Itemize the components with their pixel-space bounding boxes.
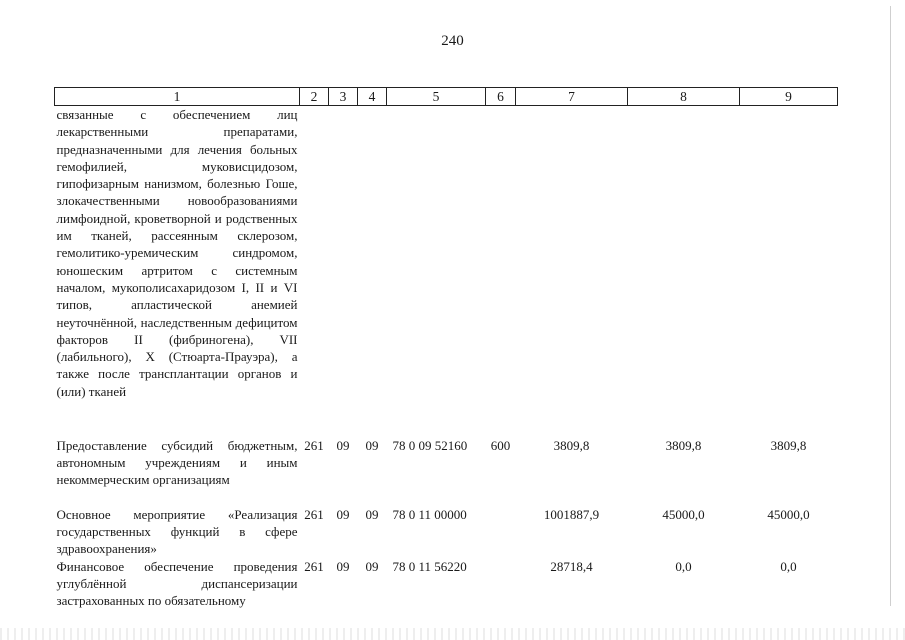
col-header-2: 2 xyxy=(300,88,329,106)
cell-grbs: 261 xyxy=(304,437,324,453)
col-header-1: 1 xyxy=(55,88,300,106)
cell-amount-2: 0,0 xyxy=(675,558,692,574)
cell-expense-type xyxy=(486,506,516,558)
col-header-3: 3 xyxy=(329,88,358,106)
row-description: Основное мероприятие «Реализация государственных функций в сфере здравоохранения» xyxy=(56,506,298,557)
cell-section: 09 xyxy=(336,437,350,453)
cell-amount-3: 3809,8 xyxy=(770,437,807,453)
scan-noise-strip xyxy=(0,628,905,640)
cell-amount-3 xyxy=(740,106,838,437)
cell-expense-type xyxy=(486,558,516,610)
cell-section: 09 xyxy=(336,558,350,574)
table-row xyxy=(55,437,838,506)
cell-target-article: 78 0 11 00000 xyxy=(392,506,467,522)
cell-amount-1: 3809,8 xyxy=(553,437,590,453)
page-edge xyxy=(890,6,891,606)
cell-subsection xyxy=(358,106,387,437)
cell-section xyxy=(329,106,358,437)
cell-amount-1 xyxy=(516,106,628,437)
col-header-9: 9 xyxy=(740,88,838,106)
cell-amount-1: 28718,4 xyxy=(550,558,593,574)
budget-table xyxy=(54,87,838,610)
cell-amount-2 xyxy=(628,106,740,437)
cell-expense-type xyxy=(486,106,516,437)
row-description: Предоставление субсидий бюджетным, автономным учреждениям и иным некоммерческим организациям xyxy=(56,437,298,488)
table-row xyxy=(55,106,838,437)
page-number: 240 xyxy=(441,33,464,49)
col-header-8: 8 xyxy=(628,88,740,106)
cell-expense-type: 600 xyxy=(490,437,511,453)
cell-subsection: 09 xyxy=(365,506,379,522)
row-description: Финансовое обеспечение проведения углублённой диспансеризации застрахованных по обязательному xyxy=(56,558,298,609)
cell-target-article xyxy=(387,106,486,437)
cell-amount-1: 1001887,9 xyxy=(543,506,600,522)
col-header-5: 5 xyxy=(387,88,486,106)
cell-amount-2: 45000,0 xyxy=(662,506,705,522)
col-header-6: 6 xyxy=(486,88,516,106)
cell-grbs: 261 xyxy=(304,506,324,522)
row-description: связанные с обеспечением лиц лекарственными препаратами, предназначенными для лечения больных гемофилией, муковисцидозом, гипофизарным нанизмом, болезнью Гоше, злокачественными новообразованиями лимфоидной, кроветворной и родственных им тканей, рассеянным склерозом, гемолитико-уремическим синдромом, юношеским артритом с системным началом, мукополисахаридозом I, II и VI типов, апластической анемией неуточнённой, наследственным дефицитом факторов II (фибриногена), VII (лабильного), X (Стюарта-Прауэра), а также после трансплантации органов и (или) тканей xyxy=(56,107,298,399)
cell-section: 09 xyxy=(336,506,350,522)
table-row xyxy=(55,558,838,610)
cell-amount-3: 0,0 xyxy=(780,558,797,574)
cell-grbs: 261 xyxy=(304,558,324,574)
cell-target-article: 78 0 11 56220 xyxy=(392,558,467,574)
col-header-7: 7 xyxy=(516,88,628,106)
col-header-4: 4 xyxy=(358,88,387,106)
cell-subsection: 09 xyxy=(365,558,379,574)
cell-amount-2: 3809,8 xyxy=(665,437,702,453)
table-header-row xyxy=(55,88,838,106)
cell-grbs xyxy=(300,106,329,437)
cell-amount-3: 45000,0 xyxy=(767,506,810,522)
cell-subsection: 09 xyxy=(365,437,379,453)
table-row xyxy=(55,506,838,558)
cell-target-article: 78 0 09 52160 xyxy=(392,437,468,453)
